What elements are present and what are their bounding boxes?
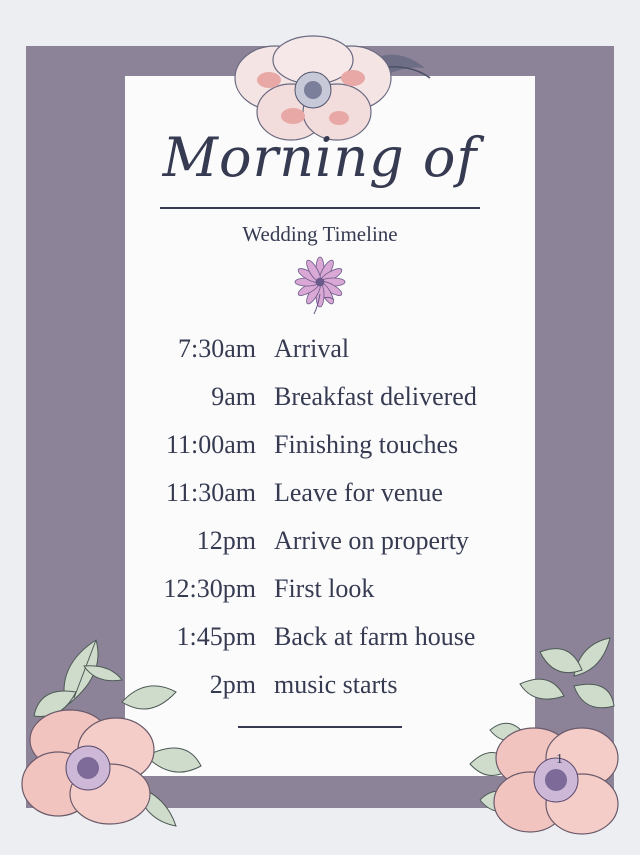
timeline-time: 2pm: [209, 670, 256, 699]
page-number: 1: [556, 752, 563, 767]
timeline-row: [0, 574, 640, 614]
timeline-row: [0, 334, 640, 374]
page-subtitle: Wedding Timeline: [242, 222, 398, 246]
small-daisy-icon: [280, 256, 360, 316]
timeline-event: Leave for venue: [274, 478, 443, 507]
timeline-event: Arrive on property: [274, 526, 469, 555]
timeline-event: Arrival: [274, 334, 350, 363]
timeline-time: 7:30am: [178, 334, 256, 363]
timeline-time: 9am: [211, 382, 256, 411]
bottom-divider: [238, 726, 402, 728]
timeline-time: 1:45pm: [176, 622, 256, 651]
timeline-time: 12:30pm: [163, 574, 256, 603]
bottom-right-rose-icon: [470, 630, 620, 855]
timeline-event: music starts: [274, 670, 398, 699]
timeline-time: 12pm: [196, 526, 256, 555]
title-underline: [160, 207, 480, 209]
page-title: Morning of: [162, 126, 478, 189]
timeline-event: First look: [274, 574, 375, 603]
timeline-time: 11:00am: [165, 430, 256, 459]
timeline-row: [0, 430, 640, 470]
timeline-event: Breakfast delivered: [274, 382, 477, 411]
timeline-row: [0, 526, 640, 566]
timeline-row: [0, 478, 640, 518]
timeline-event: Finishing touches: [274, 430, 459, 459]
timeline-row: [0, 382, 640, 422]
bottom-left-rose-icon: [26, 636, 216, 836]
timeline-time: 11:30am: [165, 478, 256, 507]
timeline-event: Back at farm house: [274, 622, 476, 651]
